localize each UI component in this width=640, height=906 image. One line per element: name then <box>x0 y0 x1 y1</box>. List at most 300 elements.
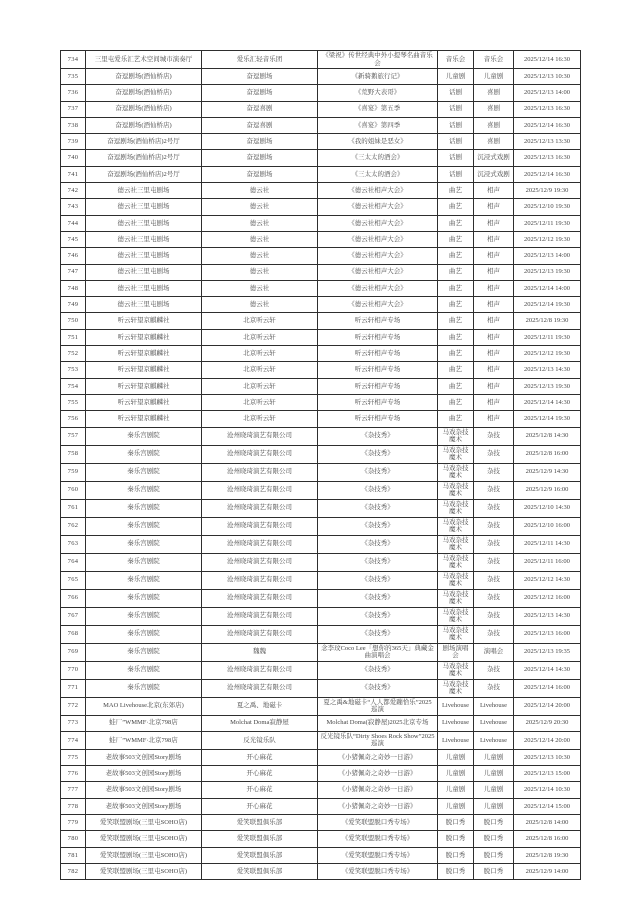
cell-organizer: Molchat Doma寂静屋 <box>202 715 318 731</box>
cell-subcategory: 相声 <box>474 199 514 215</box>
cell-id: 754 <box>61 378 86 394</box>
table-row <box>61 571 581 589</box>
cell-subcategory: 相声 <box>474 297 514 313</box>
cell-subcategory: 相声 <box>474 394 514 410</box>
cell-category: 脱口秀 <box>438 815 474 831</box>
table-row <box>61 535 581 553</box>
cell-id: 757 <box>61 427 86 445</box>
cell-category: 马戏杂技魔术 <box>438 607 474 625</box>
cell-category: Livehouse <box>438 715 474 731</box>
cell-venue: 听云轩望京麒麟社 <box>86 411 202 427</box>
cell-datetime: 2025/12/11 16:00 <box>514 553 581 571</box>
cell-show: 《杂技秀》 <box>318 607 438 625</box>
table-row <box>61 749 581 765</box>
cell-subcategory: 音乐会 <box>474 51 514 69</box>
cell-datetime: 2025/12/9 14:30 <box>514 463 581 481</box>
cell-subcategory: 儿童剧 <box>474 798 514 814</box>
cell-organizer: 沧州晓琦演艺有限公司 <box>202 445 318 463</box>
cell-category: 儿童剧 <box>438 749 474 765</box>
cell-subcategory: 脱口秀 <box>474 831 514 847</box>
cell-category: 马戏杂技魔术 <box>438 661 474 679</box>
cell-id: 777 <box>61 782 86 798</box>
cell-id: 773 <box>61 715 86 731</box>
cell-datetime: 2025/12/14 20:00 <box>514 731 581 749</box>
cell-id: 736 <box>61 85 86 101</box>
cell-id: 746 <box>61 248 86 264</box>
cell-organizer: 北京听云轩 <box>202 411 318 427</box>
cell-venue: 德云社三里屯剧场 <box>86 231 202 247</box>
cell-venue: 老故事503文创园Story剧场 <box>86 782 202 798</box>
cell-subcategory: 杂技 <box>474 445 514 463</box>
cell-venue: 奋逗剧场(酒仙桥店) <box>86 117 202 133</box>
cell-venue: 秦乐宫剧院 <box>86 535 202 553</box>
cell-show: 《小猪佩奇之奇妙一日游》 <box>318 766 438 782</box>
table-row <box>61 346 581 362</box>
cell-venue: 老故事503文创园Story剧场 <box>86 766 202 782</box>
cell-organizer: 奋逗剧场 <box>202 134 318 150</box>
cell-show: 《梁祝》传世经典中外小提琴名曲音乐会 <box>318 51 438 69</box>
cell-id: 781 <box>61 847 86 863</box>
cell-id: 752 <box>61 346 86 362</box>
cell-category: 曲艺 <box>438 411 474 427</box>
table-row <box>61 150 581 166</box>
cell-category: 话剧 <box>438 85 474 101</box>
cell-organizer: 德云社 <box>202 280 318 296</box>
cell-category: 话剧 <box>438 101 474 117</box>
cell-organizer: 魏魏 <box>202 643 318 661</box>
cell-show: 听云轩相声专场 <box>318 378 438 394</box>
cell-organizer: 爱笑联盟俱乐部 <box>202 847 318 863</box>
cell-datetime: 2025/12/8 16:00 <box>514 445 581 463</box>
cell-subcategory: 杂技 <box>474 679 514 697</box>
cell-organizer: 夏之禹、地磁卡 <box>202 697 318 715</box>
cell-organizer: 反光镜乐队 <box>202 731 318 749</box>
cell-organizer: 沧州晓琦演艺有限公司 <box>202 571 318 589</box>
cell-datetime: 2025/12/14 14:00 <box>514 280 581 296</box>
cell-show: 《杂技秀》 <box>318 661 438 679</box>
cell-datetime: 2025/12/14 15:00 <box>514 798 581 814</box>
table-row <box>61 51 581 69</box>
cell-category: 曲艺 <box>438 362 474 378</box>
cell-venue: 听云轩望京麒麟社 <box>86 346 202 362</box>
cell-category: 马戏杂技魔术 <box>438 571 474 589</box>
cell-category: 马戏杂技魔术 <box>438 589 474 607</box>
cell-subcategory: 杂技 <box>474 553 514 571</box>
cell-venue: 秦乐宫剧院 <box>86 643 202 661</box>
cell-subcategory: 相声 <box>474 280 514 296</box>
cell-show: 《杂技秀》 <box>318 499 438 517</box>
cell-datetime: 2025/12/14 14:30 <box>514 661 581 679</box>
cell-show: 《三太太的酒会》 <box>318 166 438 182</box>
cell-category: 曲艺 <box>438 248 474 264</box>
cell-subcategory: 相声 <box>474 264 514 280</box>
cell-organizer: 奋逗剧场 <box>202 69 318 85</box>
cell-show: 《我的姐妹是恶女》 <box>318 134 438 150</box>
cell-venue: 德云社三里屯剧场 <box>86 297 202 313</box>
cell-datetime: 2025/12/14 19:30 <box>514 411 581 427</box>
cell-subcategory: 杂技 <box>474 607 514 625</box>
table-row <box>61 607 581 625</box>
cell-datetime: 2025/12/13 10:30 <box>514 69 581 85</box>
table-row <box>61 815 581 831</box>
cell-subcategory: 相声 <box>474 183 514 199</box>
cell-organizer: 爱笑联盟俱乐部 <box>202 815 318 831</box>
cell-venue: 爱笑联盟剧场(三里屯SOHO店) <box>86 847 202 863</box>
cell-id: 739 <box>61 134 86 150</box>
cell-show: 听云轩相声专场 <box>318 394 438 410</box>
cell-show: 夏之禹&地磁卡“人人都爱蹦恰乐”2025 巡演 <box>318 697 438 715</box>
cell-organizer: 沧州晓琦演艺有限公司 <box>202 427 318 445</box>
table-row <box>61 798 581 814</box>
cell-category: 马戏杂技魔术 <box>438 517 474 535</box>
table-row <box>61 362 581 378</box>
cell-id: 743 <box>61 199 86 215</box>
cell-venue: 德云社三里屯剧场 <box>86 264 202 280</box>
cell-organizer: 德云社 <box>202 215 318 231</box>
cell-subcategory: 杂技 <box>474 625 514 643</box>
cell-id: 776 <box>61 766 86 782</box>
cell-organizer: 北京听云轩 <box>202 346 318 362</box>
cell-id: 762 <box>61 517 86 535</box>
cell-id: 750 <box>61 313 86 329</box>
table-row <box>61 166 581 182</box>
cell-venue: 听云轩望京麒麟社 <box>86 313 202 329</box>
table-row <box>61 589 581 607</box>
cell-category: 曲艺 <box>438 264 474 280</box>
cell-category: 曲艺 <box>438 297 474 313</box>
cell-datetime: 2025/12/13 19:35 <box>514 643 581 661</box>
cell-show: 《小猪佩奇之奇妙一日游》 <box>318 798 438 814</box>
cell-category: 马戏杂技魔术 <box>438 625 474 643</box>
cell-subcategory: 儿童剧 <box>474 749 514 765</box>
cell-id: 734 <box>61 51 86 69</box>
cell-subcategory: 杂技 <box>474 535 514 553</box>
cell-id: 741 <box>61 166 86 182</box>
cell-id: 745 <box>61 231 86 247</box>
cell-show: 《杂技秀》 <box>318 535 438 553</box>
table-row <box>61 863 581 879</box>
table-row <box>61 715 581 731</box>
cell-venue: 听云轩望京麒麟社 <box>86 362 202 378</box>
cell-organizer: 沧州晓琦演艺有限公司 <box>202 679 318 697</box>
table-row <box>61 117 581 133</box>
cell-show: 《德云社相声大会》 <box>318 297 438 313</box>
cell-subcategory: Livehouse <box>474 715 514 731</box>
cell-show: 《爱笑联盟脱口秀专场》 <box>318 847 438 863</box>
cell-category: Livehouse <box>438 731 474 749</box>
cell-organizer: 奋逗剧场 <box>202 166 318 182</box>
cell-datetime: 2025/12/14 20:00 <box>514 697 581 715</box>
cell-category: 曲艺 <box>438 199 474 215</box>
cell-id: 749 <box>61 297 86 313</box>
cell-venue: 秦乐宫剧院 <box>86 679 202 697</box>
cell-datetime: 2025/12/8 14:00 <box>514 815 581 831</box>
cell-organizer: 北京听云轩 <box>202 394 318 410</box>
cell-subcategory: 杂技 <box>474 517 514 535</box>
cell-datetime: 2025/12/10 14:30 <box>514 499 581 517</box>
cell-show: 《杂技秀》 <box>318 625 438 643</box>
cell-category: 马戏杂技魔术 <box>438 445 474 463</box>
cell-venue: 奋逗剧场(酒仙桥店) <box>86 85 202 101</box>
cell-id: 738 <box>61 117 86 133</box>
cell-organizer: 沧州晓琦演艺有限公司 <box>202 589 318 607</box>
cell-venue: 蛙厂”WMMF·北京798店 <box>86 715 202 731</box>
cell-subcategory: 喜剧 <box>474 117 514 133</box>
cell-show: 听云轩相声专场 <box>318 411 438 427</box>
cell-show: 《杂技秀》 <box>318 463 438 481</box>
cell-show: 《荒野大表哥》 <box>318 85 438 101</box>
table-row <box>61 847 581 863</box>
performance-schedule-table <box>60 50 581 880</box>
cell-organizer: 北京听云轩 <box>202 313 318 329</box>
cell-venue: 德云社三里屯剧场 <box>86 248 202 264</box>
cell-show: 《德云社相声大会》 <box>318 199 438 215</box>
cell-show: Molchat Doma(寂静屋)2025北京专场 <box>318 715 438 731</box>
cell-organizer: 德云社 <box>202 231 318 247</box>
cell-show: 听云轩相声专场 <box>318 362 438 378</box>
cell-venue: 德云社三里屯剧场 <box>86 280 202 296</box>
cell-subcategory: 儿童剧 <box>474 69 514 85</box>
cell-datetime: 2025/12/11 19:30 <box>514 215 581 231</box>
cell-organizer: 奋逗剧场 <box>202 150 318 166</box>
table-row <box>61 378 581 394</box>
cell-datetime: 2025/12/10 16:00 <box>514 517 581 535</box>
cell-subcategory: 相声 <box>474 248 514 264</box>
table-row <box>61 297 581 313</box>
cell-id: 751 <box>61 329 86 345</box>
table-row <box>61 831 581 847</box>
cell-id: 761 <box>61 499 86 517</box>
cell-organizer: 德云社 <box>202 183 318 199</box>
cell-venue: 奋逗剧场(酒仙桥店)2号厅 <box>86 150 202 166</box>
table-row <box>61 85 581 101</box>
cell-category: 曲艺 <box>438 329 474 345</box>
cell-id: 755 <box>61 394 86 410</box>
cell-subcategory: 相声 <box>474 329 514 345</box>
cell-category: 儿童剧 <box>438 782 474 798</box>
cell-organizer: 北京听云轩 <box>202 329 318 345</box>
cell-organizer: 爱乐汇轻音乐团 <box>202 51 318 69</box>
cell-subcategory: 杂技 <box>474 427 514 445</box>
table-row <box>61 248 581 264</box>
cell-subcategory: 喜剧 <box>474 101 514 117</box>
schedule-table-body <box>61 51 581 880</box>
cell-show: 《杂技秀》 <box>318 679 438 697</box>
cell-show: 念李玟Coco Lee「想你的365天」典藏金曲演唱会 <box>318 643 438 661</box>
cell-datetime: 2025/12/12 14:30 <box>514 571 581 589</box>
cell-venue: 秦乐宫剧院 <box>86 571 202 589</box>
table-row <box>61 463 581 481</box>
cell-id: 756 <box>61 411 86 427</box>
cell-show: 《爱笑联盟脱口秀专场》 <box>318 863 438 879</box>
table-row <box>61 394 581 410</box>
table-row <box>61 517 581 535</box>
cell-show: 《爱笑联盟脱口秀专场》 <box>318 815 438 831</box>
cell-id: 771 <box>61 679 86 697</box>
cell-category: 曲艺 <box>438 183 474 199</box>
cell-category: Livehouse <box>438 697 474 715</box>
cell-subcategory: 儿童剧 <box>474 766 514 782</box>
cell-venue: 秦乐宫剧院 <box>86 481 202 499</box>
cell-category: 曲艺 <box>438 313 474 329</box>
cell-subcategory: Livehouse <box>474 731 514 749</box>
cell-venue: 爱笑联盟剧场(三里屯SOHO店) <box>86 815 202 831</box>
cell-venue: 秦乐宫剧院 <box>86 463 202 481</box>
cell-id: 760 <box>61 481 86 499</box>
cell-organizer: 奋逗剧场 <box>202 85 318 101</box>
cell-venue: 德云社三里屯剧场 <box>86 183 202 199</box>
cell-subcategory: 演唱会 <box>474 643 514 661</box>
cell-category: 音乐会 <box>438 51 474 69</box>
table-row <box>61 731 581 749</box>
table-row <box>61 481 581 499</box>
table-row <box>61 427 581 445</box>
cell-show: 《喜宴》第五季 <box>318 101 438 117</box>
table-row <box>61 411 581 427</box>
cell-organizer: 沧州晓琦演艺有限公司 <box>202 535 318 553</box>
cell-organizer: 沧州晓琦演艺有限公司 <box>202 553 318 571</box>
cell-subcategory: 沉浸式戏剧 <box>474 166 514 182</box>
table-row <box>61 782 581 798</box>
cell-category: 脱口秀 <box>438 831 474 847</box>
cell-datetime: 2025/12/13 16:00 <box>514 625 581 643</box>
cell-organizer: 爱笑联盟俱乐部 <box>202 863 318 879</box>
table-row <box>61 101 581 117</box>
cell-datetime: 2025/12/13 14:00 <box>514 248 581 264</box>
cell-datetime: 2025/12/12 19:30 <box>514 231 581 247</box>
cell-id: 769 <box>61 643 86 661</box>
table-row <box>61 625 581 643</box>
cell-category: 儿童剧 <box>438 798 474 814</box>
cell-venue: 德云社三里屯剧场 <box>86 199 202 215</box>
cell-id: 774 <box>61 731 86 749</box>
cell-show: 《杂技秀》 <box>318 589 438 607</box>
cell-venue: 爱笑联盟剧场(三里屯SOHO店) <box>86 863 202 879</box>
cell-category: 马戏杂技魔术 <box>438 679 474 697</box>
cell-datetime: 2025/12/11 14:30 <box>514 535 581 553</box>
cell-organizer: 奋逗喜剧 <box>202 101 318 117</box>
cell-id: 767 <box>61 607 86 625</box>
cell-show: 《德云社相声大会》 <box>318 248 438 264</box>
cell-id: 772 <box>61 697 86 715</box>
cell-datetime: 2025/12/13 16:30 <box>514 101 581 117</box>
cell-show: 听云轩相声专场 <box>318 346 438 362</box>
cell-id: 737 <box>61 101 86 117</box>
cell-subcategory: 沉浸式戏剧 <box>474 150 514 166</box>
cell-subcategory: 杂技 <box>474 661 514 679</box>
cell-datetime: 2025/12/14 16:30 <box>514 166 581 182</box>
cell-category: 曲艺 <box>438 215 474 231</box>
cell-subcategory: 相声 <box>474 378 514 394</box>
cell-subcategory: 脱口秀 <box>474 847 514 863</box>
cell-venue: 奋逗剧场(酒仙桥店) <box>86 101 202 117</box>
cell-show: 《三太太的酒会》 <box>318 150 438 166</box>
cell-datetime: 2025/12/13 13:30 <box>514 134 581 150</box>
table-row <box>61 679 581 697</box>
cell-show: 《德云社相声大会》 <box>318 264 438 280</box>
cell-id: 779 <box>61 815 86 831</box>
cell-venue: 奋逗剧场(酒仙桥店)2号厅 <box>86 166 202 182</box>
cell-show: 反光镜乐队“Dirty Shoes Rock Show”2025巡演 <box>318 731 438 749</box>
cell-subcategory: 喜剧 <box>474 85 514 101</box>
cell-category: 马戏杂技魔术 <box>438 481 474 499</box>
cell-category: 马戏杂技魔术 <box>438 463 474 481</box>
cell-datetime: 2025/12/12 19:30 <box>514 346 581 362</box>
table-row <box>61 445 581 463</box>
cell-venue: 老故事503文创园Story剧场 <box>86 798 202 814</box>
cell-datetime: 2025/12/10 19:30 <box>514 199 581 215</box>
cell-venue: MAO Livehouse北京(东郊店) <box>86 697 202 715</box>
cell-datetime: 2025/12/8 16:00 <box>514 831 581 847</box>
table-row <box>61 643 581 661</box>
cell-category: 儿童剧 <box>438 69 474 85</box>
cell-venue: 爱笑联盟剧场(三里屯SOHO店) <box>86 831 202 847</box>
cell-show: 《杂技秀》 <box>318 553 438 571</box>
cell-id: 765 <box>61 571 86 589</box>
cell-datetime: 2025/12/13 14:00 <box>514 85 581 101</box>
cell-id: 748 <box>61 280 86 296</box>
cell-id: 735 <box>61 69 86 85</box>
cell-category: 话剧 <box>438 166 474 182</box>
cell-subcategory: 相声 <box>474 215 514 231</box>
table-row <box>61 766 581 782</box>
cell-datetime: 2025/12/13 19:30 <box>514 264 581 280</box>
cell-category: 曲艺 <box>438 378 474 394</box>
cell-id: 759 <box>61 463 86 481</box>
cell-organizer: 德云社 <box>202 199 318 215</box>
cell-show: 《小猪佩奇之奇妙一日游》 <box>318 782 438 798</box>
cell-show: 《爱笑联盟脱口秀专场》 <box>318 831 438 847</box>
cell-venue: 秦乐宫剧院 <box>86 553 202 571</box>
cell-venue: 德云社三里屯剧场 <box>86 215 202 231</box>
cell-venue: 秦乐宫剧院 <box>86 517 202 535</box>
cell-subcategory: 儿童剧 <box>474 782 514 798</box>
cell-venue: 秦乐宫剧院 <box>86 499 202 517</box>
cell-organizer: 奋逗喜剧 <box>202 117 318 133</box>
cell-organizer: 德云社 <box>202 248 318 264</box>
cell-id: 742 <box>61 183 86 199</box>
cell-show: 《德云社相声大会》 <box>318 215 438 231</box>
cell-category: 曲艺 <box>438 346 474 362</box>
cell-venue: 奋逗剧场(酒仙桥店)2号厅 <box>86 134 202 150</box>
table-row <box>61 183 581 199</box>
cell-subcategory: 相声 <box>474 346 514 362</box>
cell-venue: 秦乐宫剧院 <box>86 589 202 607</box>
cell-category: 剧场演唱会 <box>438 643 474 661</box>
cell-datetime: 2025/12/14 16:00 <box>514 679 581 697</box>
cell-subcategory: 脱口秀 <box>474 815 514 831</box>
cell-category: 马戏杂技魔术 <box>438 499 474 517</box>
cell-id: 744 <box>61 215 86 231</box>
table-row <box>61 280 581 296</box>
cell-show: 《新骑鹅旅行记》 <box>318 69 438 85</box>
cell-venue: 秦乐宫剧院 <box>86 607 202 625</box>
cell-venue: 听云轩望京麒麟社 <box>86 378 202 394</box>
cell-show: 《德云社相声大会》 <box>318 183 438 199</box>
cell-venue: 秦乐宫剧院 <box>86 625 202 643</box>
table-row <box>61 199 581 215</box>
table-row <box>61 661 581 679</box>
cell-show: 《杂技秀》 <box>318 445 438 463</box>
cell-show: 《德云社相声大会》 <box>318 280 438 296</box>
cell-id: 782 <box>61 863 86 879</box>
table-row <box>61 329 581 345</box>
cell-datetime: 2025/12/9 16:00 <box>514 481 581 499</box>
cell-venue: 奋逗剧场(酒仙桥店) <box>86 69 202 85</box>
table-row <box>61 697 581 715</box>
cell-id: 768 <box>61 625 86 643</box>
cell-organizer: 开心麻花 <box>202 782 318 798</box>
